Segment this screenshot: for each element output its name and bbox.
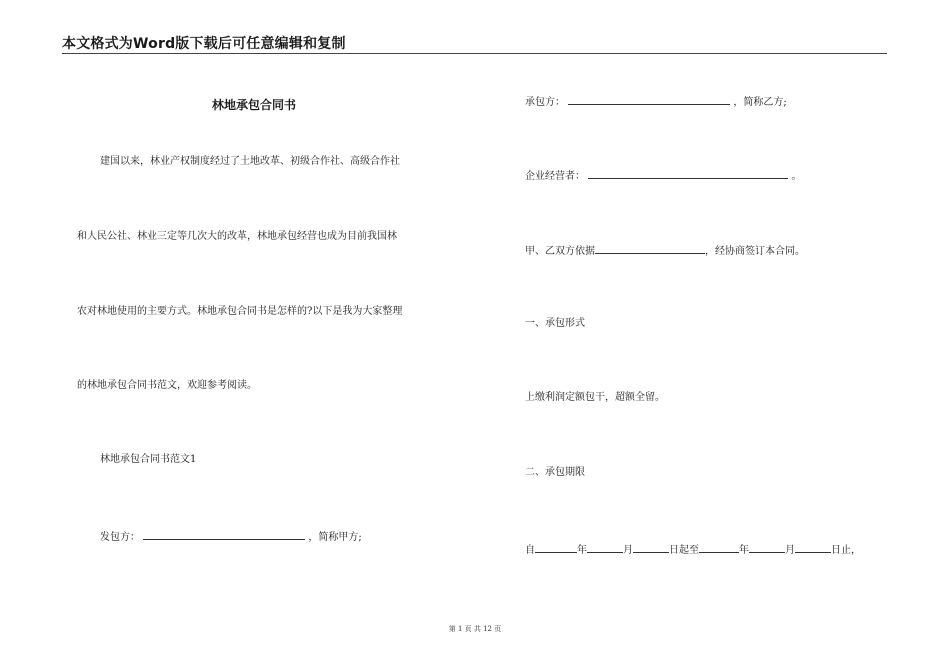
operator-suffix: 。 <box>791 171 802 182</box>
contractor-b-line <box>525 94 787 109</box>
section-1-text: 上缴利润定额包干，超额全留。 <box>525 392 665 403</box>
page-number: 第 1 页 共 12 页 <box>448 625 502 633</box>
term-end-year-blank[interactable] <box>699 542 739 553</box>
contractor-a-line <box>100 529 362 544</box>
term-month-1: 月 <box>623 545 633 556</box>
term-day-2: 日止， <box>831 545 861 556</box>
term-line <box>525 542 861 557</box>
intro-paragraph-line-1: 建国以来，林业产权制度经过了土地改革、初级合作社、高级合作社 <box>100 156 400 167</box>
document-header-banner: 本文格式为Word版下载后可任意编辑和复制 <box>62 36 346 52</box>
contractor-b-label: 承包方： <box>525 97 565 108</box>
basis-line <box>525 243 805 258</box>
basis-blank[interactable] <box>595 243 705 254</box>
term-year-1: 年 <box>577 545 587 556</box>
contractor-a-blank[interactable] <box>143 529 305 540</box>
term-month-2: 月 <box>785 545 795 556</box>
contractor-b-suffix: ，简称乙方; <box>733 97 787 108</box>
term-year-2: 年 <box>739 545 749 556</box>
term-day-1: 日起至 <box>669 545 699 556</box>
operator-label: 企业经营者： <box>525 171 585 182</box>
basis-suffix: ，经协商签订本合同。 <box>705 246 805 257</box>
term-from: 自 <box>525 545 535 556</box>
intro-paragraph-line-3: 农对林地使用的主要方式。林地承包合同书是怎样的?以下是我为大家整理 <box>77 306 403 317</box>
operator-blank[interactable] <box>588 168 788 179</box>
term-start-month-blank[interactable] <box>587 542 623 553</box>
sample-heading: 林地承包合同书范文1 <box>100 454 197 465</box>
term-start-day-blank[interactable] <box>633 542 669 553</box>
term-start-year-blank[interactable] <box>535 542 577 553</box>
basis-prefix: 甲、乙双方依据 <box>525 246 595 257</box>
term-end-month-blank[interactable] <box>749 542 785 553</box>
document-title: 林地承包合同书 <box>212 98 297 112</box>
intro-paragraph-line-4: 的林地承包合同书范文，欢迎参考阅读。 <box>77 380 257 391</box>
contractor-b-blank[interactable] <box>568 94 730 105</box>
contractor-a-suffix: ，简称甲方; <box>308 532 362 543</box>
section-2-heading: 二、承包期限 <box>525 467 585 478</box>
contractor-a-label: 发包方： <box>100 532 140 543</box>
term-end-day-blank[interactable] <box>795 542 831 553</box>
operator-line <box>525 168 801 183</box>
header-divider <box>62 53 887 54</box>
section-1-heading: 一、承包形式 <box>525 318 585 329</box>
intro-paragraph-line-2: 和人民公社、林业三定等几次大的改革，林地承包经营也成为目前我国林 <box>77 231 397 242</box>
